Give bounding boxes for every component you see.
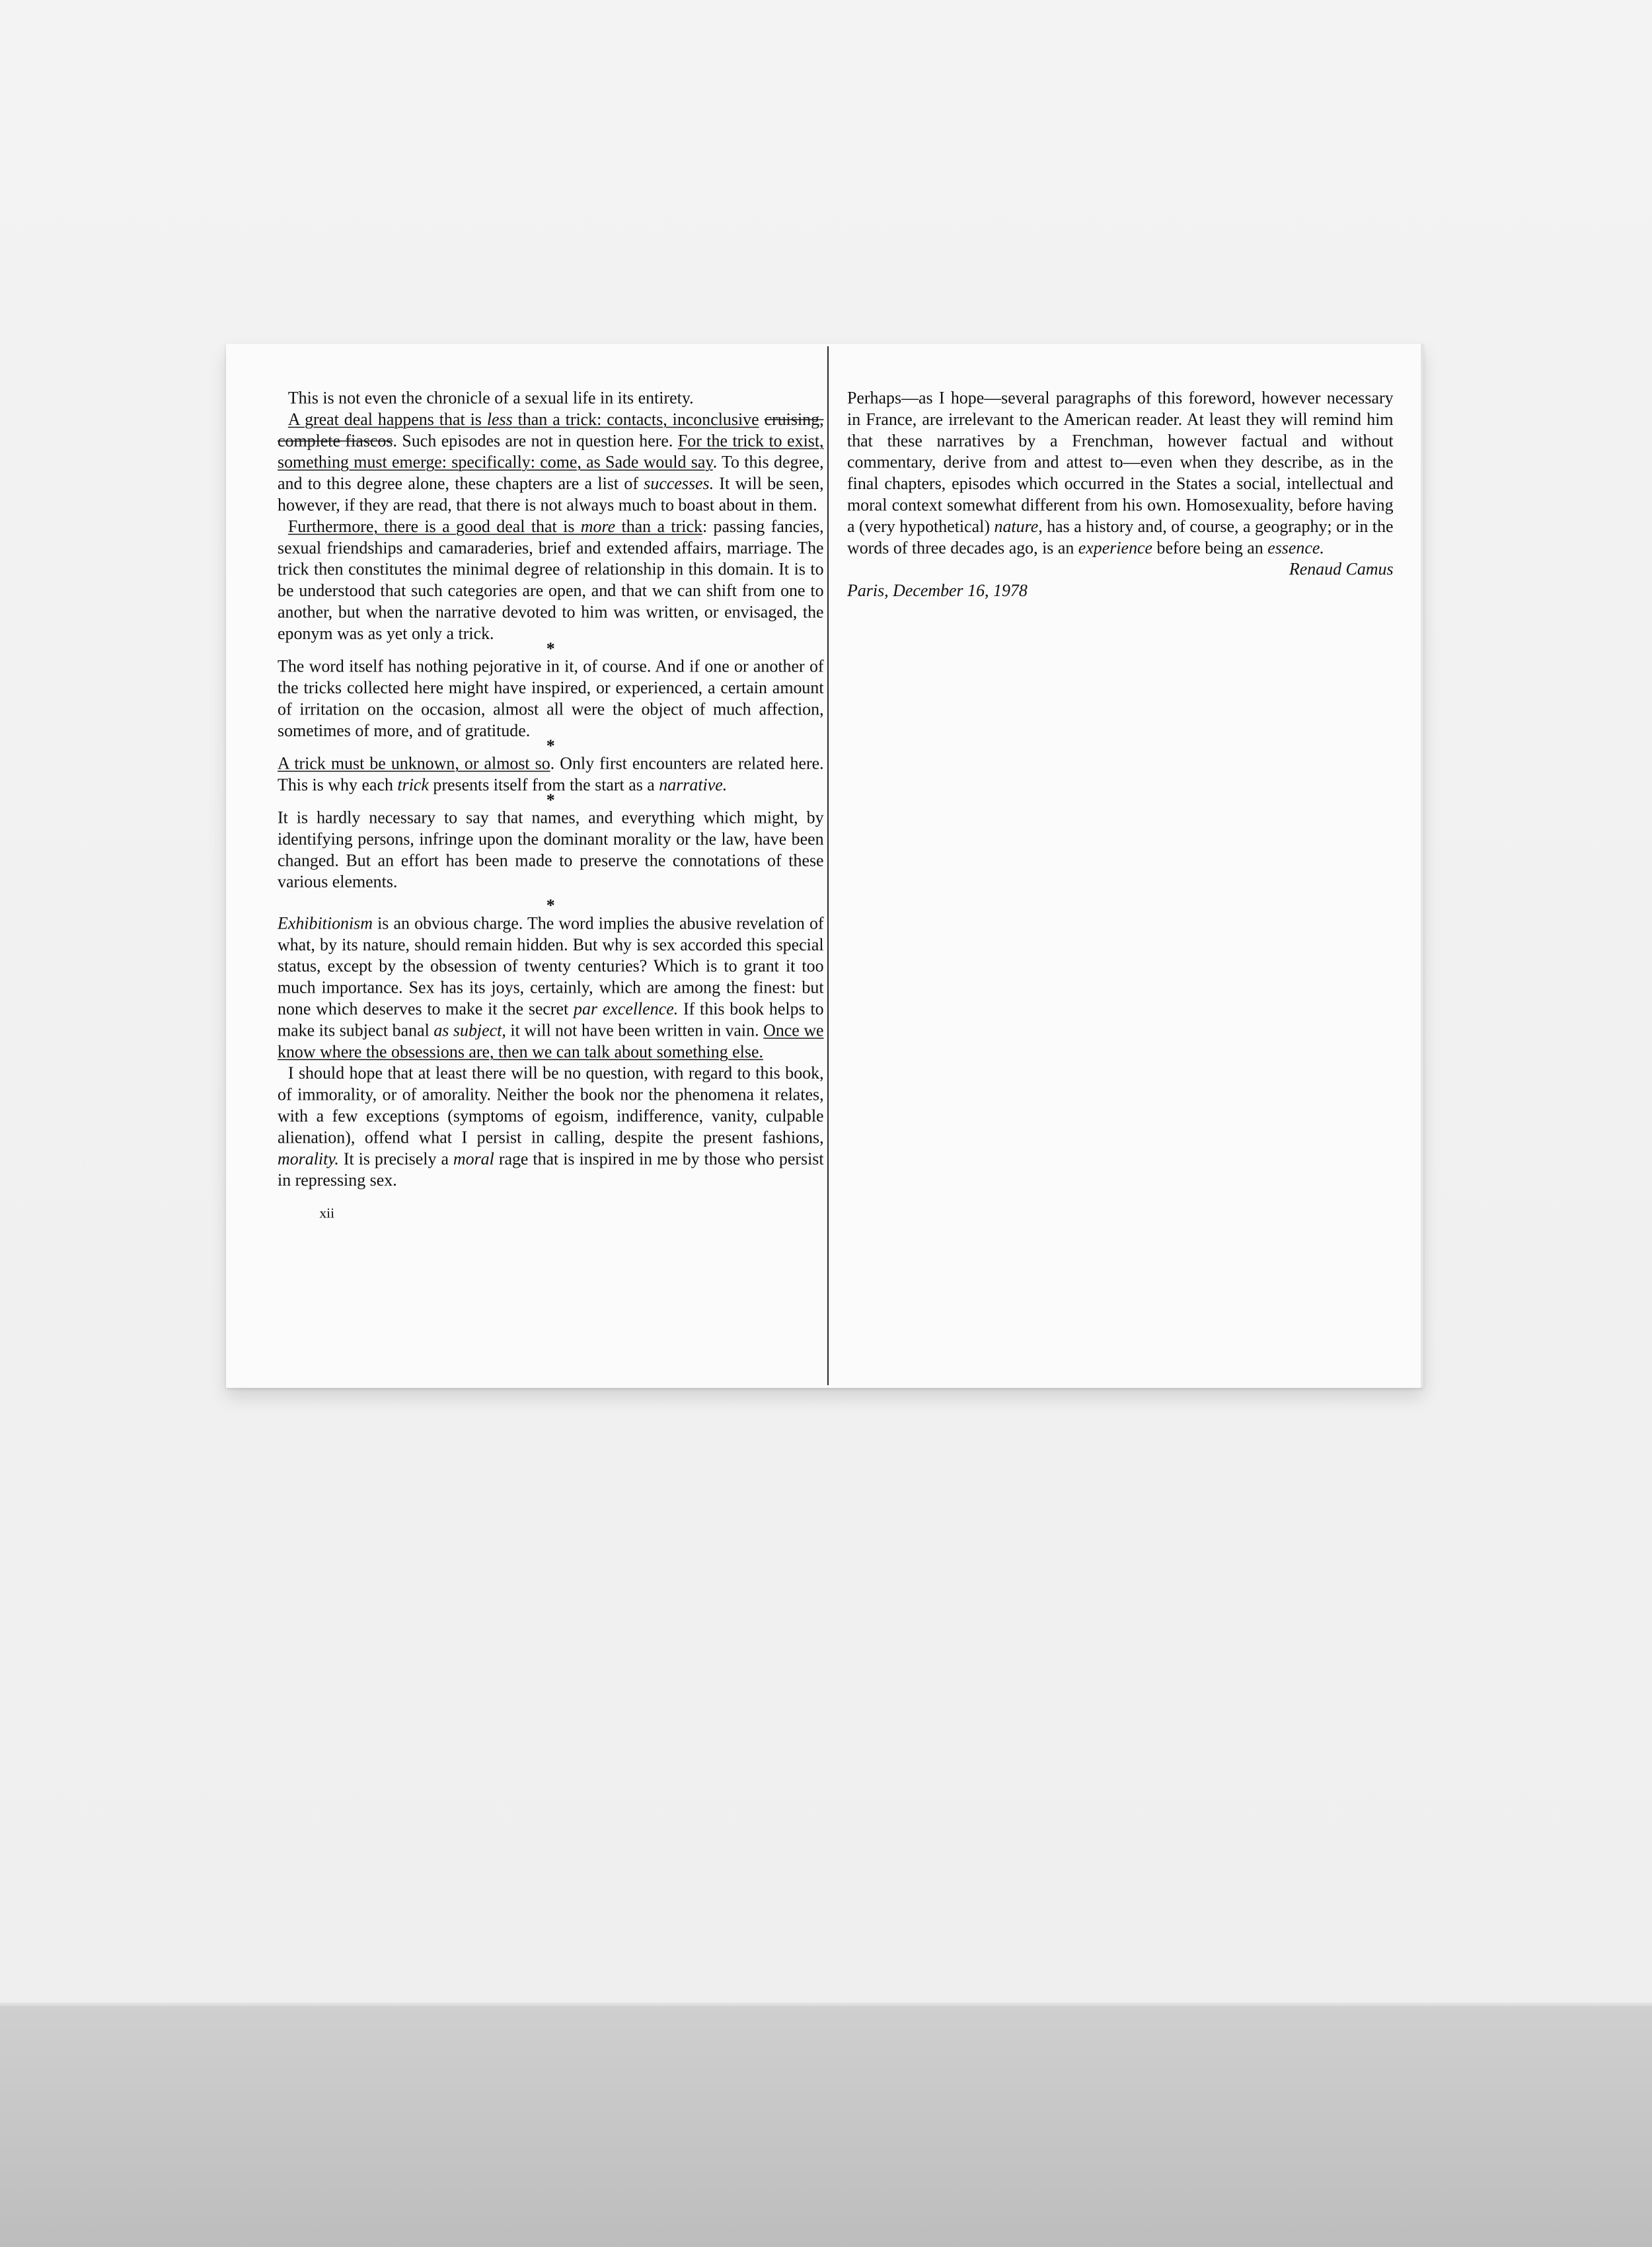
struck-text: cruising, complete fiascos <box>278 409 824 451</box>
section-star: * <box>546 790 555 810</box>
author-signature: Renaud Camus <box>1289 559 1394 579</box>
artwork-canvas <box>226 344 1423 1388</box>
paragraph-4: The word itself has nothing pejorative in it, of course. And if one or another of the tricks collected here might have inspired, or experienced, a certain amount of irritation on the occasion, almost all were the object of much affection, sometimes of more, and of gratitude. <box>278 656 824 740</box>
underlined-text: A trick must be unknown, or almost so <box>278 753 550 773</box>
paragraph-8: I should hope that at least there will be no question, with regard to this book, of immorality, or of amorality. Neither the book nor the phenomena it relates, with a few exceptions (symptoms of egoism, indifference, vanity, culpable alienation), offend what I persist in calling, despite the present fashions, morality. It is precisely a moral rage that is inspired in me by those who persist in repressing sex. <box>278 1063 824 1190</box>
place-date: Paris, December 16, 1978 <box>847 581 1028 600</box>
paragraph-7: Exhibitionism is an obvious charge. The word implies the abusive revelation of what, by its nature, should remain hidden. But why is sex accorded this special status, except by the obsession of twenty centuries? Which is to grant it too much importance. Sex has its joys, certainly, which are among the finest: but none which deserves to make it the secret par excellence. If this book helps to make its subject banal as subject, it will not have been written in vain. Once we know where the obsessions are, then we can talk about something else. <box>278 913 824 1061</box>
section-star: * <box>546 736 555 755</box>
underlined-text: For the trick to exist, something must emerge: specifically: come, as Sade would say <box>278 431 824 472</box>
paragraph-6: It is hardly necessary to say that names, and everything which might, by identifying persons, infringe upon the dominant morality or the law, have been changed. But an effort has been made to preserve the connotations of these various elements. <box>278 808 824 892</box>
underlined-text: Once we know where the obsessions are, then we can talk about something else. <box>278 1020 824 1061</box>
section-star: * <box>546 895 555 915</box>
paragraph-2: A great deal happens that is less than a trick: contacts, inconclusive cruising, complete fiascos. Such episodes are not in question here. For the trick to exist, something must emerge: specifically: come, as Sade would say. To this degree, and to this degree alone, these chapters are a list of successes. It will be seen, however, if they are read, that there is not always much to boast about in them. <box>278 409 824 515</box>
page-number: xii <box>319 1205 335 1221</box>
paragraph-3: Furthermore, there is a good deal that is more than a trick: passing fancies, sexual friendships and camaraderies, brief and extended affairs, marriage. The trick then constitutes the minimal degree of relationship in this domain. It is to be understood that such categories are open, and that we can shift from one to another, but when the narrative devoted to him was written, or envisaged, the eponym was as yet only a trick. <box>278 516 824 643</box>
gallery-floor <box>0 2006 1652 2247</box>
underlined-text: Furthermore, there is a good deal that is more than a trick <box>287 516 702 536</box>
paragraph-1: Perhaps—as I hope—several paragraphs of this foreword, however necessary in France, are irrelevant to the American reader. At least they will remind him that these narratives by a Frenchman, however factual and without commentary, derive from and attest to—even when they describe, as in the final chapters, episodes which occurred in the States a social, intellectual and moral context somewhat different from his own. Homosexuality, before having a (very hypothetical) nature, has a history and, of course, a geography; or in the words of three decades ago, is an experience before being an essence. <box>847 388 1394 558</box>
paragraph-5: A trick must be unknown, or almost so. Only first encounters are related here. This is why each trick presents itself from the start as a narrative. <box>278 753 824 794</box>
right-page <box>847 387 1394 601</box>
book-gutter-line <box>827 346 829 1385</box>
left-page <box>278 387 824 1224</box>
text: This is not even the chronicle of a sexual life in its entirety. <box>287 388 694 408</box>
underlined-text: A great deal happens that is less than a trick: contacts, inconclusive <box>287 409 759 429</box>
paragraph-1 <box>278 387 824 408</box>
section-star: * <box>546 638 555 658</box>
